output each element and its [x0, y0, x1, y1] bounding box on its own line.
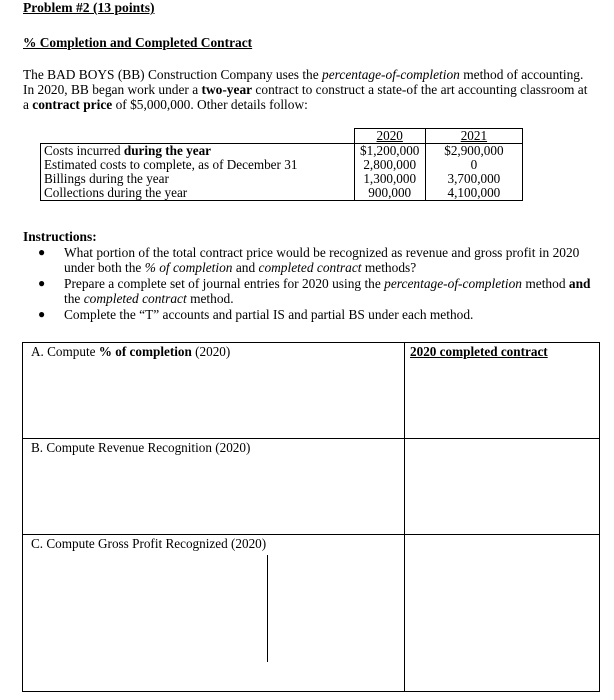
value-2020: 2,800,000	[354, 158, 425, 172]
list-item: ● Prepare a complete set of journal entries for 2020 using the percentage-of-completion method and the completed contract method.	[38, 276, 591, 306]
cell-a-label: A. Compute % of completion (2020)	[31, 344, 231, 359]
row-label: Estimated costs to complete, as of December 31	[41, 158, 355, 172]
contract-data-table	[40, 128, 523, 201]
bullet-icon: ●	[38, 276, 46, 290]
cell-c-label: C. Compute Gross Profit Recognized (2020)	[31, 536, 267, 551]
table-row	[41, 144, 523, 159]
intro-paragraph: The BAD BOYS (BB) Construction Company uses the percentage-of-completion method of accounting. In 2020, BB began work under a two-year contract to construct a state-of the art accounting classroom at a contract price of $5,000,000. Other details follow:	[23, 67, 588, 112]
table-row	[41, 172, 523, 186]
problem-heading: Problem #2 (13 points)	[23, 0, 155, 15]
year-2020-header: 2020	[354, 129, 425, 144]
list-item: ● Complete the “T” accounts and partial IS and partial BS under each method.	[38, 307, 474, 322]
answer-cell-completed-contract[interactable]	[405, 343, 599, 438]
instructions-list	[38, 245, 598, 323]
value-2021: $2,900,000	[425, 144, 522, 159]
instructions-heading: Instructions:	[23, 229, 97, 244]
value-2020: $1,200,000	[354, 144, 425, 159]
value-2021: 0	[425, 158, 522, 172]
row-label: Collections during the year	[41, 186, 355, 201]
answer-cell-b-right[interactable]	[405, 439, 599, 534]
answer-cell-a-percent[interactable]	[23, 343, 404, 438]
completed-contract-header: 2020 completed contract	[410, 344, 548, 359]
value-2021: 3,700,000	[425, 172, 522, 186]
value-2020: 1,300,000	[354, 172, 425, 186]
list-item: ● What portion of the total contract price would be recognized as revenue and gross profit in 2020 under both the % of completion and completed contract methods?	[38, 245, 580, 275]
value-2021: 4,100,000	[425, 186, 522, 201]
bullet-icon: ●	[38, 245, 46, 259]
table-row	[41, 158, 523, 172]
table-header-row	[41, 129, 523, 144]
answer-grid	[22, 342, 600, 692]
bullet-icon: ●	[38, 307, 46, 321]
cell-b-label: B. Compute Revenue Recognition (2020)	[31, 440, 251, 455]
year-2021-header: 2021	[425, 129, 522, 144]
answer-cell-b-revenue[interactable]	[23, 439, 404, 534]
answer-cell-c-right[interactable]	[405, 535, 599, 691]
row-label: Costs incurred during the year	[41, 144, 355, 159]
answer-cell-c-gross-profit[interactable]	[23, 535, 404, 691]
section-heading: % Completion and Completed Contract	[23, 35, 253, 50]
text-cursor	[267, 555, 268, 662]
row-label: Billings during the year	[41, 172, 355, 186]
value-2020: 900,000	[354, 186, 425, 201]
table-row	[41, 186, 523, 201]
